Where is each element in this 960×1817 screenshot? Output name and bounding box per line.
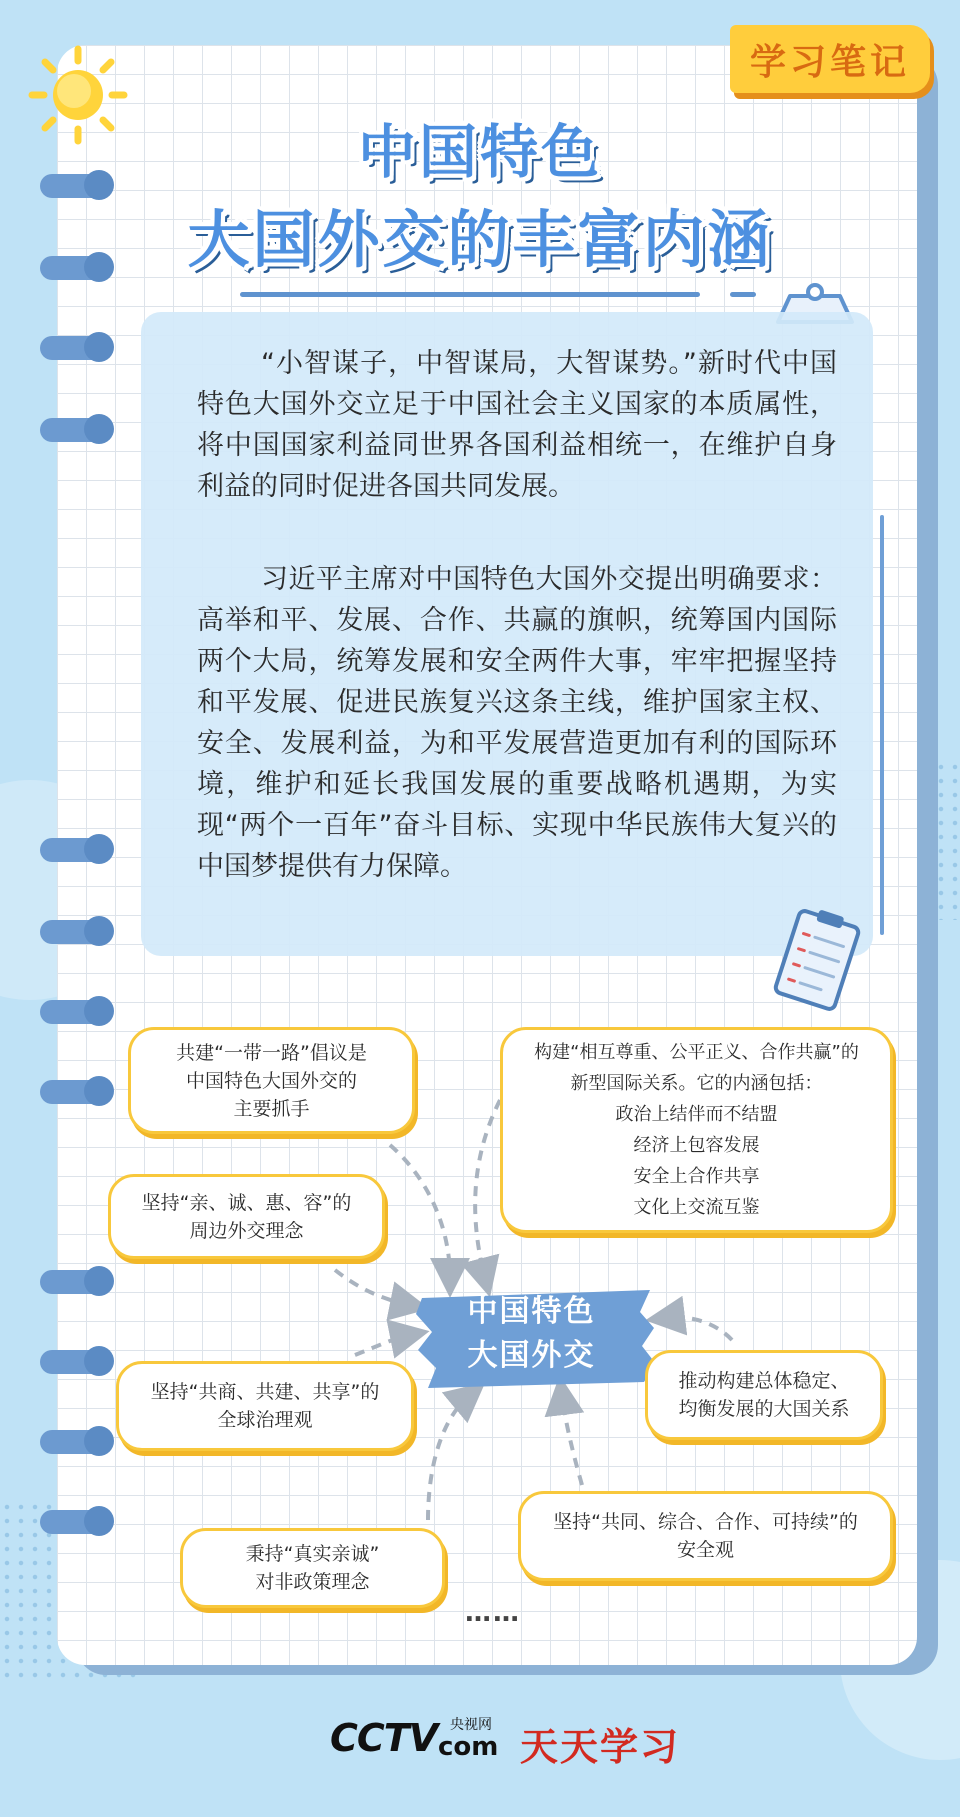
node-africa-policy bbox=[180, 1528, 445, 1608]
node-text: 秉持“真实亲诚” bbox=[245, 1543, 380, 1565]
node-text: 全球治理观 bbox=[217, 1409, 313, 1431]
center-node-line1: 中国特色 bbox=[467, 1294, 596, 1329]
node-text: 安全上合作共享 bbox=[633, 1166, 760, 1187]
node-text: 坚持“共商、共建、共享”的 bbox=[150, 1381, 380, 1403]
brand-logo: 天天学习 bbox=[520, 1724, 681, 1769]
cctv-logo bbox=[330, 1716, 437, 1760]
binder-ring bbox=[40, 920, 112, 944]
node-major-country-relations bbox=[645, 1350, 883, 1440]
binder-ring bbox=[40, 418, 112, 442]
mindmap-ellipsis: …… bbox=[465, 1598, 521, 1628]
node-text: 新型国际关系。它的内涵包括： bbox=[570, 1073, 823, 1094]
binder-ring bbox=[40, 1000, 112, 1024]
page-title-line1: 中国特色 bbox=[357, 118, 602, 186]
node-global-governance bbox=[116, 1361, 414, 1451]
study-notes-tag: 学习笔记 bbox=[730, 25, 930, 93]
card-side-line bbox=[880, 515, 884, 935]
node-text: 坚持“亲、诚、惠、容”的 bbox=[141, 1191, 352, 1214]
title-underline-dash bbox=[730, 292, 756, 297]
node-text: 推动构建总体稳定、 bbox=[678, 1370, 850, 1392]
binder-ring bbox=[40, 838, 112, 862]
center-node-line2: 大国外交 bbox=[467, 1338, 596, 1373]
node-text: 周边外交理念 bbox=[189, 1219, 304, 1242]
paragraph-requirements: 习近平主席对中国特色大国外交提出明确要求：高举和平、发展、合作、共赢的旗帜，统筹国内国际两个大局，统筹发展和安全两件大事，牢牢把握坚持和平发展、促进民族复兴这条主线，维护国家主权、安全、发展利益，为和平发展营造更加有利的国际环境，维护和延长我国发展的重要战略机遇期，为实现“两个一百年”奋斗目标、实现中华民族伟大复兴的中国梦提供有力保障。 bbox=[197, 564, 837, 882]
node-text: 经济上包容发展 bbox=[633, 1135, 760, 1156]
binder-ring bbox=[40, 1270, 112, 1294]
center-node-label bbox=[414, 1290, 649, 1378]
node-international-relations bbox=[500, 1027, 893, 1233]
binder-ring bbox=[40, 336, 112, 360]
node-text: 均衡发展的大国关系 bbox=[678, 1398, 850, 1420]
node-text: 构建“相互尊重、公平正义、合作共赢”的 bbox=[534, 1042, 859, 1063]
binder-ring bbox=[40, 1350, 112, 1374]
page-title-line2: 大国外交的丰富内涵 bbox=[187, 203, 773, 276]
binder-ring bbox=[40, 1080, 112, 1104]
clipboard-icon bbox=[764, 905, 870, 1015]
node-neighborhood-diplomacy bbox=[108, 1174, 385, 1259]
node-text: 坚持“共同、综合、合作、可持续”的 bbox=[553, 1511, 858, 1533]
paragraph-intro: “小智谋子，中智谋局，大智谋势。”新时代中国特色大国外交立足于中国社会主义国家的本质属性，将中国国家利益同世界各国利益相统一，在维护自身利益的同时促进各国共同发展。 bbox=[197, 348, 837, 502]
node-text: 主要抓手 bbox=[233, 1097, 310, 1120]
node-belt-and-road bbox=[128, 1027, 415, 1134]
node-text: 共建“一带一路”倡议是 bbox=[176, 1041, 367, 1064]
binder-ring bbox=[40, 1510, 112, 1534]
title-underline bbox=[240, 292, 700, 297]
binder-ring bbox=[40, 1430, 112, 1454]
node-text: 对非政策理念 bbox=[255, 1571, 370, 1593]
node-text: 中国特色大国外交的 bbox=[185, 1069, 357, 1092]
footer bbox=[0, 1712, 960, 1772]
cctv-logo-text: CCTV bbox=[330, 1716, 438, 1760]
cctv-cn-label: 央视网 bbox=[450, 1717, 492, 1733]
node-text: 安全观 bbox=[676, 1539, 734, 1561]
node-text: 文化上交流互鉴 bbox=[633, 1197, 760, 1218]
cctv-com-label: com bbox=[438, 1732, 499, 1762]
node-security-concept bbox=[518, 1491, 893, 1581]
node-text: 政治上结伴而不结盟 bbox=[615, 1104, 778, 1125]
